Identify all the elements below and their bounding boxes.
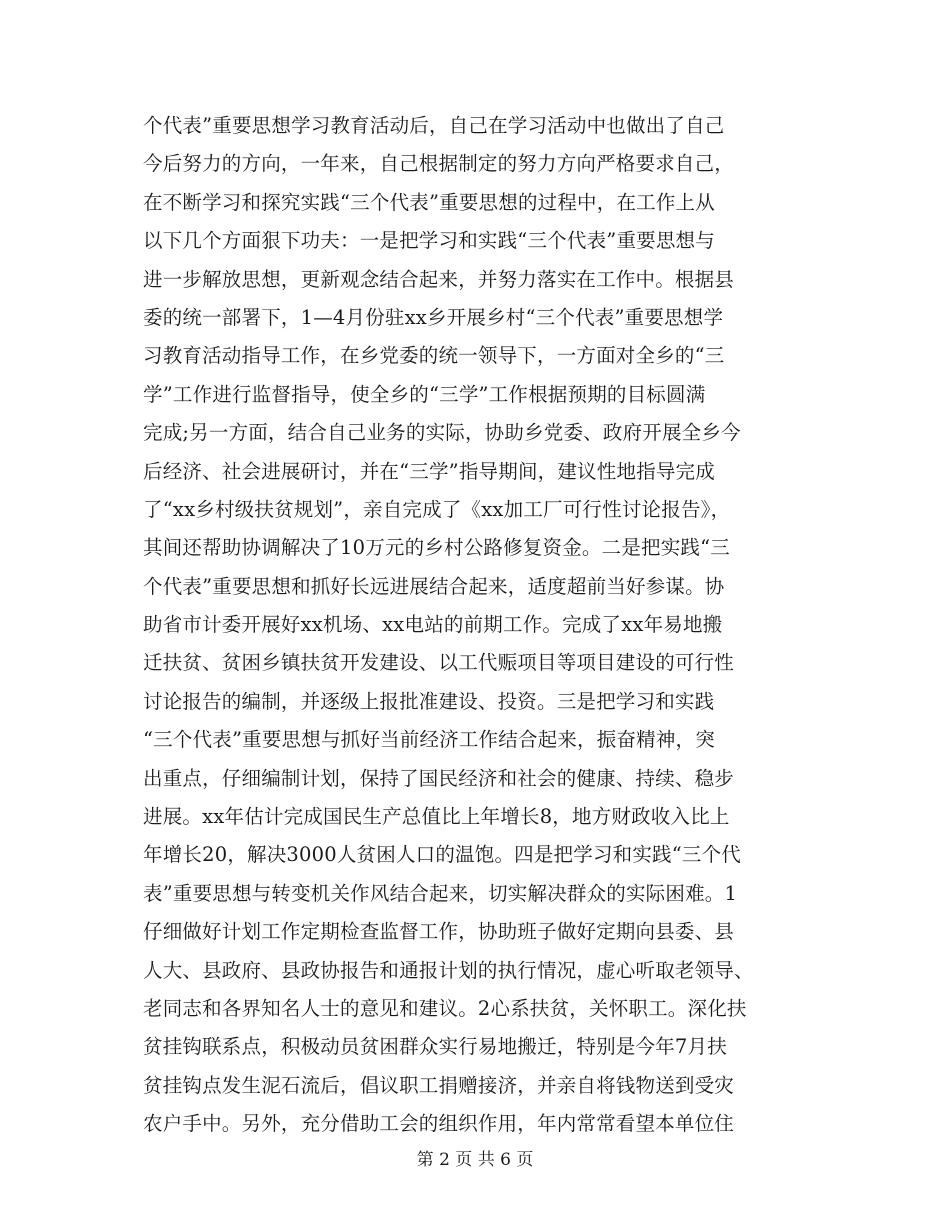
text-line: 后经济、社会进展研讨，并在“三学”指导期间，建议性地指导完成 bbox=[143, 459, 715, 483]
text-line: 今后努力的方向，一年来，自己根据制定的努力方向严格要求自己， bbox=[143, 152, 735, 176]
text-line: 在不断学习和探究实践“三个代表”重要思想的过程中，在工作上从 bbox=[143, 190, 715, 214]
text-line: 进展。xx年估计完成国民生产总值比上年增长8，地方财政收入比上 bbox=[143, 805, 730, 829]
text-line: “三个代表”重要思想与抓好当前经济工作结合起来，振奋精神，突 bbox=[143, 728, 715, 752]
text-line: 进一步解放思想，更新观念结合起来，并努力落实在工作中。根据县 bbox=[143, 267, 735, 291]
text-line: 以下几个方面狠下功夫：一是把学习和实践“三个代表”重要思想与 bbox=[143, 229, 715, 253]
text-line: 贫挂钩点发生泥石流后，倡议职工捐赠接济，并亲自将钱物送到受灾 bbox=[143, 1073, 735, 1097]
text-line: 学”工作进行监督指导，使全乡的“三学”工作根据预期的目标圆满 bbox=[143, 382, 706, 406]
text-line: 了“xx乡村级扶贫规划”，亲自完成了《xx加工厂可行性讨论报告》， bbox=[143, 497, 731, 521]
text-line: 年增长20，解决3000人贫困人口的温饱。四是把学习和实践“三个代 bbox=[143, 843, 742, 867]
text-line: 个代表”重要思想和抓好长远进展结合起来，适度超前当好参谋。协 bbox=[143, 574, 725, 598]
text-line: 个代表”重要思想学习教育活动后，自己在学习活动中也做出了自己 bbox=[143, 114, 725, 137]
text-line: 出重点，仔细编制计划，保持了国民经济和社会的健康、持续、稳步 bbox=[143, 766, 735, 790]
text-line: 人大、县政府、县政协报告和通报计划的执行情况，虚心听取老领导、 bbox=[143, 958, 754, 982]
body-text bbox=[143, 107, 823, 1144]
text-line: 老同志和各界知名人士的意见和建议。2心系扶贫，关怀职工。深化扶 bbox=[143, 996, 747, 1020]
page-number-footer: 第 2 页 共 6 页 bbox=[416, 1150, 534, 1170]
text-line: 仔细做好计划工作定期检查监督工作，协助班子做好定期向县委、县 bbox=[143, 920, 735, 944]
text-line: 习教育活动指导工作，在乡党委的统一领导下，一方面对全乡的“三 bbox=[143, 344, 725, 368]
text-line: 完成;另一方面，结合自己业务的实际，协助乡党委、政府开展全乡今 bbox=[143, 421, 741, 445]
text-line: 其间还帮助协调解决了10万元的乡村公路修复资金。二是把实践“三 bbox=[143, 536, 730, 560]
text-line: 助省市计委开展好xx机场、xx电站的前期工作。完成了xx年易地搬 bbox=[143, 613, 723, 637]
text-line: 表”重要思想与转变机关作风结合起来，切实解决群众的实际困难。1 bbox=[143, 881, 738, 905]
text-line: 委的统一部署下，1—4月份驻xx乡开展乡村“三个代表”重要思想学 bbox=[143, 305, 724, 329]
text-line: 讨论报告的编制，并逐级上报批准建设、投资。三是把学习和实践 bbox=[143, 689, 715, 713]
text-line: 农户手中。另外，充分借助工会的组织作用，年内常常看望本单位住 bbox=[143, 1112, 735, 1136]
text-line: 迁扶贫、贫困乡镇扶贫开发建设、以工代赈项目等项目建设的可行性 bbox=[143, 651, 735, 675]
text-line: 贫挂钩联系点，积极动员贫困群众实行易地搬迁，特别是今年7月扶 bbox=[143, 1035, 727, 1059]
